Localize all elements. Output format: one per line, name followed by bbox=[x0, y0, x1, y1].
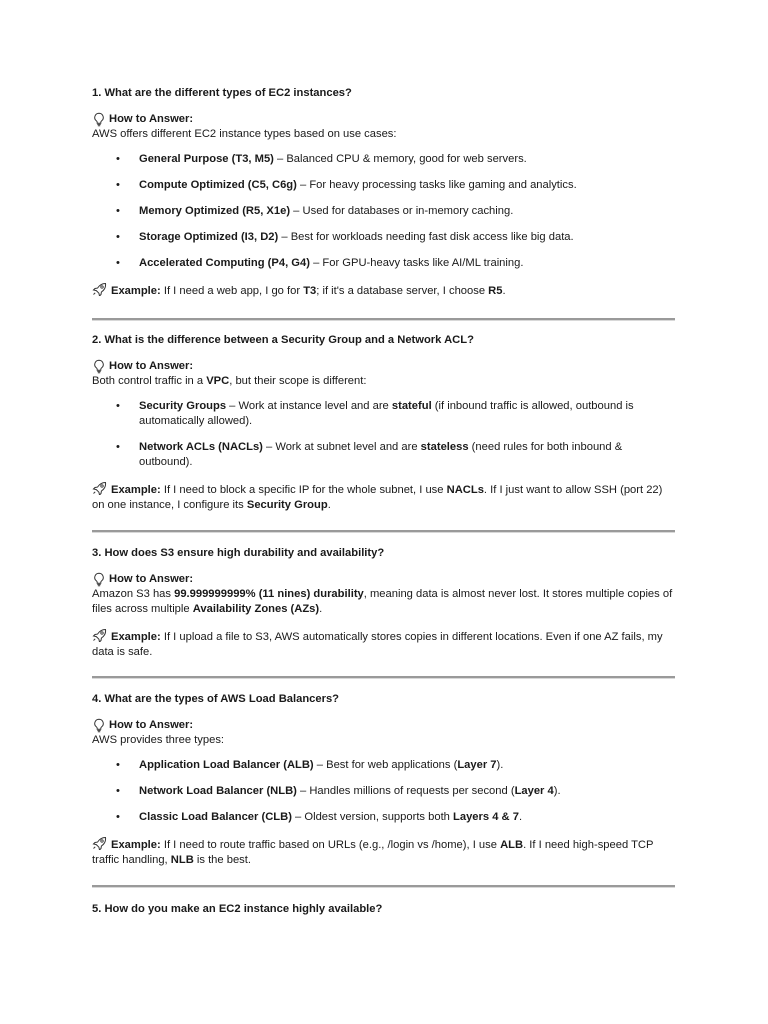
bullet-dot: • bbox=[116, 231, 120, 243]
list-item bbox=[92, 440, 676, 470]
item-description: – Work at instance level and are bbox=[226, 400, 392, 412]
intro-text: , meaning data is almost never lost. It stores multiple copies of files across multiple bbox=[92, 588, 673, 615]
question-5 bbox=[92, 902, 676, 917]
item-term: Security Groups bbox=[139, 400, 227, 412]
item-bold: stateful bbox=[391, 400, 432, 412]
question-title: 1. What are the different types of EC2 instances? bbox=[92, 87, 352, 99]
how-to-answer-heading bbox=[92, 718, 676, 733]
intro-text: Amazon S3 has bbox=[92, 588, 175, 600]
example-bold: NLB bbox=[170, 854, 194, 866]
lightbulb-icon bbox=[92, 359, 106, 374]
item-description: (need rules for both inbound & outbound). bbox=[139, 441, 623, 468]
how-to-answer-label: How to Answer: bbox=[109, 360, 194, 372]
how-to-answer-label: How to Answer: bbox=[109, 113, 194, 125]
section-divider bbox=[92, 318, 675, 321]
answer-intro bbox=[92, 374, 676, 389]
list-item bbox=[92, 810, 676, 825]
example-text: If I upload a file to S3, AWS automatically stores copies in different locations. Even if one AZ fails, my data is safe. bbox=[92, 631, 663, 658]
lightbulb-icon bbox=[92, 112, 106, 127]
example-text: . bbox=[327, 499, 331, 511]
intro-text: . bbox=[319, 603, 323, 615]
item-description: . bbox=[518, 811, 523, 823]
example-bold: T3 bbox=[303, 285, 317, 297]
example-text: If I need a web app, I go for bbox=[160, 285, 304, 297]
answer-intro bbox=[92, 587, 676, 617]
section-divider bbox=[92, 530, 675, 533]
example-text: is the best. bbox=[193, 854, 251, 866]
item-description: – Best for web applications ( bbox=[313, 759, 458, 771]
how-to-answer-heading bbox=[92, 112, 676, 127]
example-text: If I need to route traffic based on URLs (e.g., /login vs /home), I use bbox=[160, 839, 501, 851]
item-description: – Best for workloads needing fast disk access like big data. bbox=[278, 231, 574, 243]
bullet-dot: • bbox=[116, 205, 120, 217]
item-description: – For GPU-heavy tasks like AI/ML training. bbox=[309, 257, 524, 269]
item-bold: Layer 4 bbox=[514, 785, 554, 797]
how-to-answer-heading bbox=[92, 359, 676, 374]
item-description: – Handles millions of requests per second ( bbox=[296, 785, 515, 797]
example-line bbox=[92, 836, 676, 868]
list-item bbox=[92, 204, 676, 219]
rocket-icon bbox=[92, 282, 107, 296]
bullet-dot: • bbox=[116, 153, 120, 165]
list-item bbox=[92, 784, 676, 799]
load-balancer-list bbox=[92, 758, 676, 825]
item-term: Storage Optimized (I3, D2) bbox=[139, 231, 279, 243]
lightbulb-icon bbox=[92, 572, 106, 587]
bullet-dot: • bbox=[116, 785, 120, 797]
example-bold: ALB bbox=[500, 839, 524, 851]
list-item bbox=[92, 758, 676, 773]
how-to-answer-label: How to Answer: bbox=[109, 573, 194, 585]
example-text: . If I just want to allow SSH (port 22) on one instance, I configure its bbox=[92, 484, 663, 511]
example-line bbox=[92, 282, 676, 299]
how-to-answer-heading bbox=[92, 572, 676, 587]
item-term: Accelerated Computing (P4, G4) bbox=[139, 257, 310, 269]
example-text: . If I need high-speed TCP traffic handling, bbox=[92, 839, 654, 866]
example-label: Example: bbox=[111, 285, 161, 297]
bullet-dot: • bbox=[116, 759, 120, 771]
bullet-dot: • bbox=[116, 400, 120, 412]
list-item bbox=[92, 399, 676, 429]
item-term: Application Load Balancer (ALB) bbox=[139, 759, 314, 771]
example-bold: NACLs bbox=[446, 484, 484, 496]
item-description: – Used for databases or in-memory caching. bbox=[290, 205, 514, 217]
question-title: 2. What is the difference between a Security Group and a Network ACL? bbox=[92, 334, 474, 346]
example-text: ; if it's a database server, I choose bbox=[316, 285, 489, 297]
list-item bbox=[92, 230, 676, 245]
list-item bbox=[92, 256, 676, 271]
intro-bold: 99.999999999% (11 nines) durability bbox=[174, 588, 364, 600]
item-bold: stateless bbox=[420, 441, 469, 453]
item-description: – Balanced CPU & memory, good for web servers. bbox=[273, 153, 527, 165]
section-divider bbox=[92, 676, 675, 679]
lightbulb-icon bbox=[92, 718, 106, 733]
item-term: Memory Optimized (R5, X1e) bbox=[139, 205, 291, 217]
item-bold: Layer 7 bbox=[457, 759, 497, 771]
answer-intro: AWS offers different EC2 instance types based on use cases: bbox=[92, 128, 397, 140]
rocket-icon bbox=[92, 481, 107, 495]
rocket-icon bbox=[92, 628, 107, 642]
rocket-icon bbox=[92, 836, 107, 850]
bullet-dot: • bbox=[116, 441, 120, 453]
bullet-dot: • bbox=[116, 179, 120, 191]
item-description: ). bbox=[553, 785, 561, 797]
example-label: Example: bbox=[111, 484, 161, 496]
intro-text: Both control traffic in a bbox=[92, 375, 207, 387]
item-description: – Oldest version, supports both bbox=[291, 811, 454, 823]
item-bold: Layers 4 & 7 bbox=[453, 811, 519, 823]
bullet-dot: • bbox=[116, 811, 120, 823]
example-text: If I need to block a specific IP for the whole subnet, I use bbox=[160, 484, 447, 496]
item-term: Classic Load Balancer (CLB) bbox=[139, 811, 292, 823]
intro-text: , but their scope is different: bbox=[229, 375, 367, 387]
item-term: Network ACLs (NACLs) bbox=[139, 441, 263, 453]
example-line bbox=[92, 481, 676, 513]
list-item bbox=[92, 178, 676, 193]
list-item bbox=[92, 152, 676, 167]
section-divider bbox=[92, 885, 675, 888]
question-title: 5. How do you make an EC2 instance highly available? bbox=[92, 903, 383, 915]
item-description: – Work at subnet level and are bbox=[262, 441, 421, 453]
question-4 bbox=[92, 692, 676, 868]
intro-bold: VPC bbox=[206, 375, 230, 387]
item-term: General Purpose (T3, M5) bbox=[139, 153, 274, 165]
intro-bold: Availability Zones (AZs) bbox=[192, 603, 320, 615]
item-term: Compute Optimized (C5, C6g) bbox=[139, 179, 297, 191]
item-description: (if inbound traffic is allowed, outbound is automatically allowed). bbox=[139, 400, 634, 427]
example-text: . bbox=[502, 285, 506, 297]
example-bold: Security Group bbox=[246, 499, 328, 511]
question-2 bbox=[92, 333, 676, 513]
how-to-answer-label: How to Answer: bbox=[109, 719, 194, 731]
example-bold: R5 bbox=[488, 285, 503, 297]
answer-intro: AWS provides three types: bbox=[92, 734, 225, 746]
question-1 bbox=[92, 86, 676, 299]
instance-types-list bbox=[92, 152, 676, 271]
item-term: Network Load Balancer (NLB) bbox=[139, 785, 297, 797]
question-title: 4. What are the types of AWS Load Balancers? bbox=[92, 693, 340, 705]
example-label: Example: bbox=[111, 839, 161, 851]
sg-vs-nacl-list bbox=[92, 399, 676, 470]
example-line bbox=[92, 628, 676, 660]
question-title: 3. How does S3 ensure high durability and availability? bbox=[92, 547, 385, 559]
item-description: – For heavy processing tasks like gaming and analytics. bbox=[296, 179, 577, 191]
example-label: Example: bbox=[111, 631, 161, 643]
bullet-dot: • bbox=[116, 257, 120, 269]
question-3 bbox=[92, 546, 676, 660]
item-description: ). bbox=[496, 759, 504, 771]
